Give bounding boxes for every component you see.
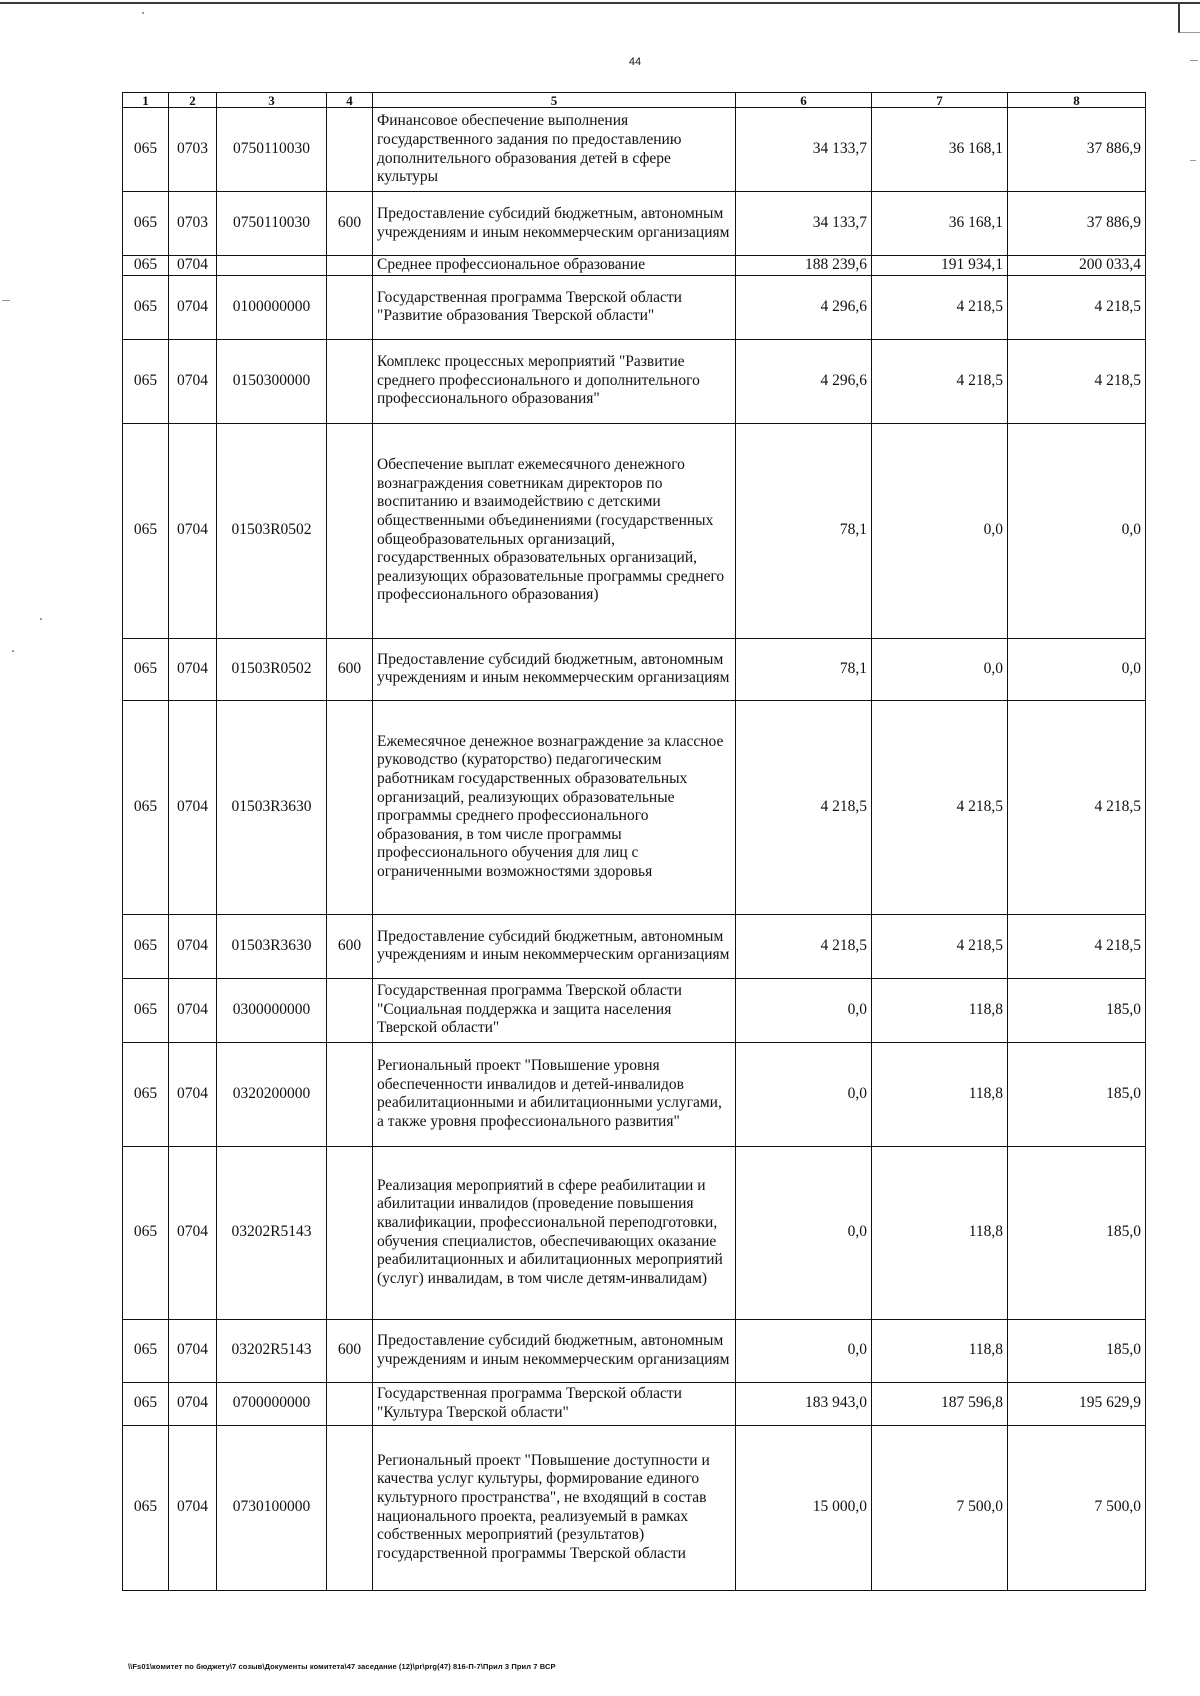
expense-type-code: 600 bbox=[327, 1319, 373, 1382]
amount-col7: 4 218,5 bbox=[872, 339, 1008, 423]
amount-col7: 7 500,0 bbox=[872, 1425, 1008, 1590]
scan-mark bbox=[1190, 60, 1198, 61]
column-header: 5 bbox=[373, 93, 736, 108]
amount-col7: 187 596,8 bbox=[872, 1382, 1008, 1425]
column-header: 3 bbox=[217, 93, 327, 108]
table-row bbox=[123, 1042, 1146, 1146]
expense-type-code bbox=[327, 339, 373, 423]
amount-col7: 0,0 bbox=[872, 638, 1008, 700]
amount-col6: 78,1 bbox=[736, 423, 872, 638]
amount-col8: 4 218,5 bbox=[1008, 275, 1146, 339]
amount-col8: 195 629,9 bbox=[1008, 1382, 1146, 1425]
amount-col7: 4 218,5 bbox=[872, 914, 1008, 978]
section-code: 0703 bbox=[169, 108, 217, 192]
amount-col6: 0,0 bbox=[736, 1146, 872, 1319]
scan-mark bbox=[2, 300, 10, 301]
row-name: Предоставление субсидий бюджетным, автономным учреждениям и иным некоммерческим организациям bbox=[373, 1319, 736, 1382]
section-code: 0704 bbox=[169, 1425, 217, 1590]
scan-speck bbox=[12, 650, 14, 652]
amount-col8: 185,0 bbox=[1008, 1042, 1146, 1146]
amount-col8: 0,0 bbox=[1008, 638, 1146, 700]
amount-col6: 4 218,5 bbox=[736, 700, 872, 914]
table-row bbox=[123, 423, 1146, 638]
ministry-code: 065 bbox=[123, 700, 169, 914]
row-name: Государственная программа Тверской области "Развитие образования Тверской области" bbox=[373, 275, 736, 339]
target-article-code: 01503R0502 bbox=[217, 638, 327, 700]
table-row bbox=[123, 1319, 1146, 1382]
amount-col7: 118,8 bbox=[872, 1146, 1008, 1319]
table-row bbox=[123, 192, 1146, 256]
amount-col8: 185,0 bbox=[1008, 978, 1146, 1042]
section-code: 0704 bbox=[169, 1319, 217, 1382]
ministry-code: 065 bbox=[123, 108, 169, 192]
amount-col6: 78,1 bbox=[736, 638, 872, 700]
expense-type-code bbox=[327, 700, 373, 914]
amount-col8: 7 500,0 bbox=[1008, 1425, 1146, 1590]
section-code: 0703 bbox=[169, 192, 217, 256]
scan-speck bbox=[40, 618, 42, 620]
ministry-code: 065 bbox=[123, 423, 169, 638]
scan-top-corner bbox=[1178, 2, 1200, 33]
amount-col8: 4 218,5 bbox=[1008, 700, 1146, 914]
expense-type-code bbox=[327, 275, 373, 339]
amount-col7: 191 934,1 bbox=[872, 256, 1008, 276]
expense-type-code bbox=[327, 1146, 373, 1319]
row-name: Реализация мероприятий в сфере реабилитации и абилитации инвалидов (проведение повышения квалификации, профессиональной переподготовки, обучения специалистов, обеспечивающих оказание реабилитационных и абилитационных мероприятий (услуг) инвалидам, в том числе детям-инвалидам) bbox=[373, 1146, 736, 1319]
amount-col7: 4 218,5 bbox=[872, 275, 1008, 339]
table-row bbox=[123, 1382, 1146, 1425]
target-article-code: 0300000000 bbox=[217, 978, 327, 1042]
target-article-code bbox=[217, 256, 327, 276]
expense-type-code bbox=[327, 423, 373, 638]
row-name: Комплекс процессных мероприятий "Развитие среднего профессионального и дополнительного профессионального образования" bbox=[373, 339, 736, 423]
column-number-row bbox=[123, 93, 1146, 108]
column-header: 6 bbox=[736, 93, 872, 108]
amount-col8: 185,0 bbox=[1008, 1146, 1146, 1319]
amount-col6: 15 000,0 bbox=[736, 1425, 872, 1590]
target-article-code: 0750110030 bbox=[217, 108, 327, 192]
ministry-code: 065 bbox=[123, 914, 169, 978]
amount-col6: 0,0 bbox=[736, 1319, 872, 1382]
section-code: 0704 bbox=[169, 638, 217, 700]
budget-table bbox=[122, 92, 1146, 1591]
table-row bbox=[123, 1146, 1146, 1319]
expense-type-code bbox=[327, 1425, 373, 1590]
target-article-code: 0700000000 bbox=[217, 1382, 327, 1425]
target-article-code: 0150300000 bbox=[217, 339, 327, 423]
target-article-code: 0320200000 bbox=[217, 1042, 327, 1146]
section-code: 0704 bbox=[169, 700, 217, 914]
table-row bbox=[123, 700, 1146, 914]
row-name: Ежемесячное денежное вознаграждение за классное руководство (кураторство) педагогическим работникам государственных образовательных организаций, реализующих образовательные программы среднего профессионального образования, в том числе программы профессионального обучения для лиц с ограниченными возможностями здоровья bbox=[373, 700, 736, 914]
table-row bbox=[123, 638, 1146, 700]
row-name: Предоставление субсидий бюджетным, автономным учреждениям и иным некоммерческим организациям bbox=[373, 914, 736, 978]
target-article-code: 0730100000 bbox=[217, 1425, 327, 1590]
amount-col6: 34 133,7 bbox=[736, 192, 872, 256]
amount-col8: 0,0 bbox=[1008, 423, 1146, 638]
section-code: 0704 bbox=[169, 914, 217, 978]
target-article-code: 01503R3630 bbox=[217, 914, 327, 978]
amount-col6: 4 218,5 bbox=[736, 914, 872, 978]
amount-col6: 4 296,6 bbox=[736, 339, 872, 423]
section-code: 0704 bbox=[169, 1042, 217, 1146]
page-number: 44 bbox=[628, 56, 642, 68]
target-article-code: 01503R0502 bbox=[217, 423, 327, 638]
table-row bbox=[123, 1425, 1146, 1590]
amount-col8: 185,0 bbox=[1008, 1319, 1146, 1382]
section-code: 0704 bbox=[169, 423, 217, 638]
section-code: 0704 bbox=[169, 339, 217, 423]
table-row bbox=[123, 108, 1146, 192]
ministry-code: 065 bbox=[123, 192, 169, 256]
expense-type-code bbox=[327, 978, 373, 1042]
scan-mark bbox=[1190, 160, 1196, 161]
table-row bbox=[123, 914, 1146, 978]
amount-col6: 188 239,6 bbox=[736, 256, 872, 276]
target-article-code: 01503R3630 bbox=[217, 700, 327, 914]
expense-type-code bbox=[327, 256, 373, 276]
amount-col6: 0,0 bbox=[736, 978, 872, 1042]
amount-col7: 36 168,1 bbox=[872, 108, 1008, 192]
table-row bbox=[123, 256, 1146, 276]
section-code: 0704 bbox=[169, 256, 217, 276]
row-name: Финансовое обеспечение выполнения государственного задания по предоставлению дополнительного образования детей в сфере культуры bbox=[373, 108, 736, 192]
ministry-code: 065 bbox=[123, 275, 169, 339]
ministry-code: 065 bbox=[123, 978, 169, 1042]
amount-col7: 4 218,5 bbox=[872, 700, 1008, 914]
expense-type-code: 600 bbox=[327, 914, 373, 978]
target-article-code: 03202R5143 bbox=[217, 1319, 327, 1382]
expense-type-code bbox=[327, 1382, 373, 1425]
ministry-code: 065 bbox=[123, 1382, 169, 1425]
expense-type-code bbox=[327, 108, 373, 192]
amount-col8: 37 886,9 bbox=[1008, 108, 1146, 192]
section-code: 0704 bbox=[169, 1146, 217, 1319]
amount-col6: 4 296,6 bbox=[736, 275, 872, 339]
amount-col8: 37 886,9 bbox=[1008, 192, 1146, 256]
row-name: Среднее профессиональное образование bbox=[373, 256, 736, 276]
amount-col8: 4 218,5 bbox=[1008, 914, 1146, 978]
row-name: Региональный проект "Повышение уровня обеспеченности инвалидов и детей-инвалидов реабилитационными и абилитационными услугами, а также уровня профессионального развития" bbox=[373, 1042, 736, 1146]
section-code: 0704 bbox=[169, 275, 217, 339]
table-row bbox=[123, 275, 1146, 339]
amount-col6: 0,0 bbox=[736, 1042, 872, 1146]
section-code: 0704 bbox=[169, 978, 217, 1042]
row-name: Обеспечение выплат ежемесячного денежного вознаграждения советникам директоров по воспитанию и взаимодействию с детскими общественными объединениями (государственных общеобразовательных организаций, государственных образовательных организаций, реализующих образовательные программы среднего профессионального образования) bbox=[373, 423, 736, 638]
column-header: 8 bbox=[1008, 93, 1146, 108]
target-article-code: 03202R5143 bbox=[217, 1146, 327, 1319]
amount-col6: 34 133,7 bbox=[736, 108, 872, 192]
ministry-code: 065 bbox=[123, 638, 169, 700]
amount-col6: 183 943,0 bbox=[736, 1382, 872, 1425]
table-row bbox=[123, 978, 1146, 1042]
table-row bbox=[123, 339, 1146, 423]
ministry-code: 065 bbox=[123, 1042, 169, 1146]
section-code: 0704 bbox=[169, 1382, 217, 1425]
scan-speck bbox=[142, 12, 144, 14]
amount-col7: 0,0 bbox=[872, 423, 1008, 638]
target-article-code: 0100000000 bbox=[217, 275, 327, 339]
amount-col7: 118,8 bbox=[872, 978, 1008, 1042]
amount-col8: 200 033,4 bbox=[1008, 256, 1146, 276]
amount-col7: 36 168,1 bbox=[872, 192, 1008, 256]
ministry-code: 065 bbox=[123, 1425, 169, 1590]
ministry-code: 065 bbox=[123, 339, 169, 423]
footer-file-path: \\Fs01\комитет по бюджету\7 созыв\Документы комитета\47 заседание (12)\pr\prg(47) 816-П-7\Прил 3 Прил 7 ВСР bbox=[128, 1662, 556, 1671]
row-name: Предоставление субсидий бюджетным, автономным учреждениям и иным некоммерческим организациям bbox=[373, 638, 736, 700]
row-name: Государственная программа Тверской области "Социальная поддержка и защита населения Тверской области" bbox=[373, 978, 736, 1042]
ministry-code: 065 bbox=[123, 1319, 169, 1382]
amount-col7: 118,8 bbox=[872, 1042, 1008, 1146]
expense-type-code bbox=[327, 1042, 373, 1146]
target-article-code: 0750110030 bbox=[217, 192, 327, 256]
amount-col8: 4 218,5 bbox=[1008, 339, 1146, 423]
scan-top-border bbox=[0, 2, 1200, 4]
amount-col7: 118,8 bbox=[872, 1319, 1008, 1382]
ministry-code: 065 bbox=[123, 1146, 169, 1319]
column-header: 2 bbox=[169, 93, 217, 108]
expense-type-code: 600 bbox=[327, 192, 373, 256]
column-header: 4 bbox=[327, 93, 373, 108]
row-name: Государственная программа Тверской области "Культура Тверской области" bbox=[373, 1382, 736, 1425]
column-header: 7 bbox=[872, 93, 1008, 108]
row-name: Предоставление субсидий бюджетным, автономным учреждениям и иным некоммерческим организациям bbox=[373, 192, 736, 256]
column-header: 1 bbox=[123, 93, 169, 108]
expense-type-code: 600 bbox=[327, 638, 373, 700]
row-name: Региональный проект "Повышение доступности и качества услуг культуры, формирование единого культурного пространства", не входящий в состав национального проекта, реализуемый в рамках собственных мероприятий (результатов) государственной программы Тверской области bbox=[373, 1425, 736, 1590]
ministry-code: 065 bbox=[123, 256, 169, 276]
